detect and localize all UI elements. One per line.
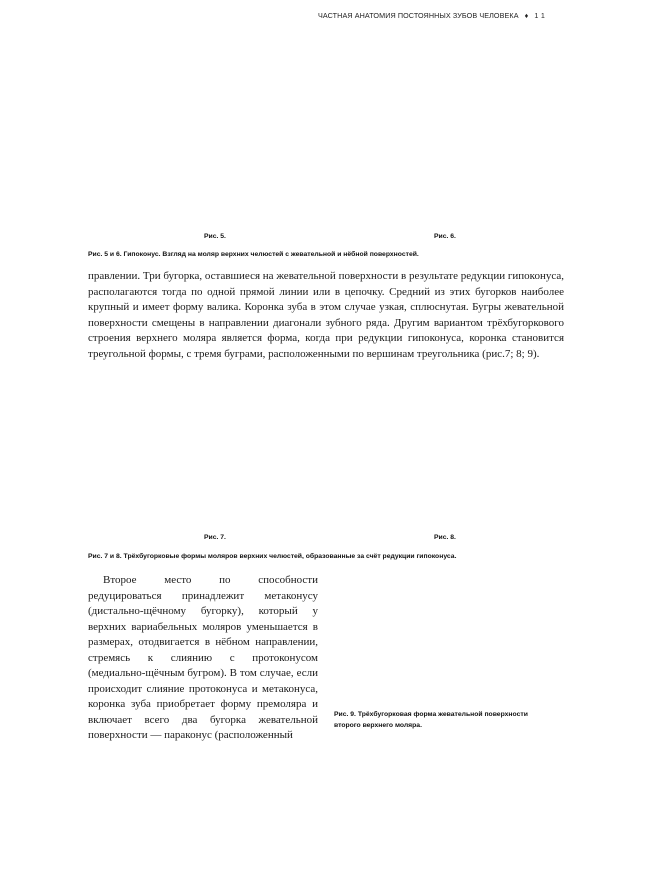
body-text-block-1: [88, 269, 564, 362]
figure-9-caption: [334, 710, 574, 731]
body-text-block-2: [88, 573, 318, 744]
header-diamond-icon: ♦: [524, 11, 529, 20]
figure-8-label: Рис. 8.: [434, 534, 456, 541]
figure-7-8-caption: Рис. 7 и 8. Трёхбугорковые формы моляров верхних челюстей, образованные за счёт редукции гипоконуса.: [88, 553, 457, 560]
figure-9-caption-line-2: второго верхнего моляра.: [334, 721, 422, 729]
figure-5-6-caption: Рис. 5 и 6. Гипоконус. Взгляд на моляр верхних челюстей с жевательной и нёбной поверхностей.: [88, 251, 419, 258]
figure-9-caption-line-1: Рис. 9. Трёхбугорковая форма жевательной поверхности: [334, 711, 528, 718]
figure-6-label: Рис. 6.: [434, 233, 456, 240]
figure-7-label: Рис. 7.: [204, 534, 226, 541]
page-number: 11: [534, 11, 548, 20]
running-header: [318, 11, 568, 20]
figure-5-label: Рис. 5.: [204, 233, 226, 240]
paragraph-2: Второе место по способности редуцироваться принадлежит метаконусу (дистально-щёчному бугорку), который у верхних вариабельных моляров уменьшается в размерах, отодвигается в нёбном направлении, стремясь к слиянию с протоконусом (медиально-щёчным бугром). В том случае, если происходит слияние протоконуса и метаконуса, коронка зуба приобретает форму премоляра и включает всего два бугорка жевательной поверхности — параконус (расположенный: [88, 574, 318, 741]
header-title: ЧАСТНАЯ АНАТОМИЯ ПОСТОЯННЫХ ЗУБОВ ЧЕЛОВЕКА: [318, 11, 519, 20]
paragraph-1: правлении. Три бугорка, оставшиеся на жевательной поверхности в результате редукции гипоконуса, располагаются тогда по одной прямой линии или в цепочку. Средний из этих бугорков наиболее крупный и имеет форму валика. Коронка зуба в этом случае узкая, сплюснутая. Бугры жевательной поверхности смещены в направлении диагонали зубного ряда. Другим вариантом трёхбугоркового строения верхнего моляра является форма, когда при редукции гипоконуса, коронка становится треугольной формы, с тремя буграми, расположенными по вершинам треугольника (рис.7; 8; 9).: [88, 270, 564, 360]
